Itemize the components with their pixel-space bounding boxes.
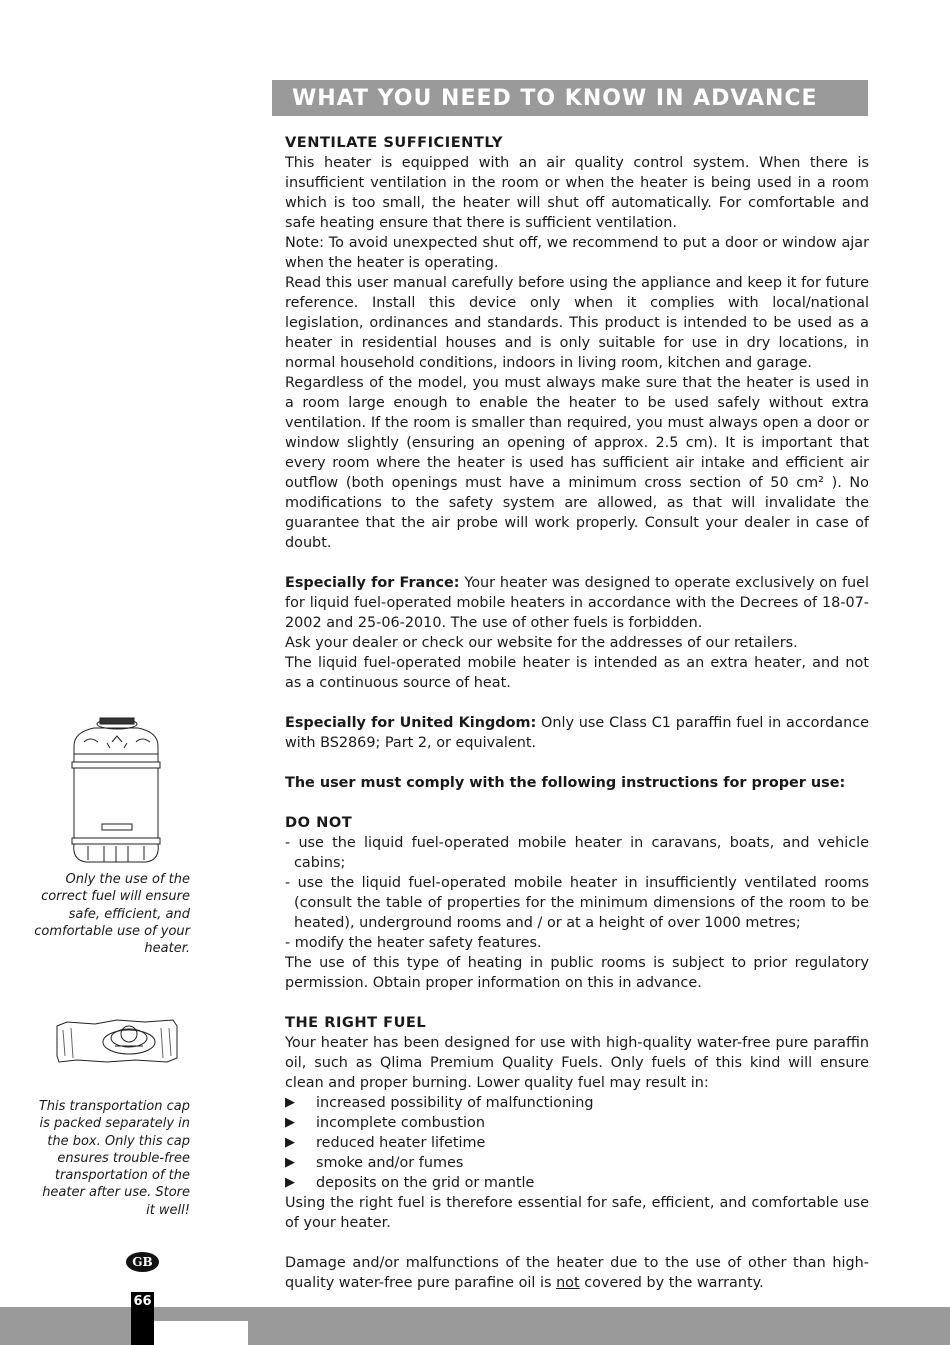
uk-paragraph — [285, 713, 869, 753]
list-item: ▶ incomplete combustion — [285, 1115, 485, 1131]
transport-cap-icon — [55, 1016, 180, 1066]
ventilate-note: Note: To avoid unexpected shut off, we recommend to put a door or window ajar when the heater is operating. — [285, 235, 869, 271]
main-content — [285, 133, 869, 1333]
list-item: ▶ deposits on the grid or mantle — [285, 1175, 535, 1191]
instructions-intro: The user must comply with the following instructions for proper use: — [285, 775, 846, 791]
list-item: ▶ smoke and/or fumes — [285, 1155, 464, 1171]
public-rooms-paragraph: The use of this type of heating in public rooms is subject to prior regulatory permission. Obtain proper information on this in advance. — [285, 955, 869, 991]
france-label: Especially for France: — [285, 575, 460, 591]
page-number: 66 — [133, 1294, 152, 1309]
list-item: ▶ increased possibility of malfunctioning — [285, 1095, 594, 1111]
france-text: Your heater was designed to operate exclusively on fuel for liquid fuel-operated mobile heaters in accordance with the Decrees of 18-07-2002 and 25-06-2010. The use of other fuels is forbidden. — [285, 575, 869, 631]
ventilate-paragraph-3: Read this user manual carefully before using the appliance and keep it for future reference. Install this device only when it complies with local/national legislation, ordinances and standards. This product is intended to be used as a heater in residential houses and is only suitable for use in dry locations, in normal household conditions, indoors in living room, kitchen and garage. — [285, 275, 869, 371]
do-not-heading: DO NOT — [285, 814, 353, 831]
ventilate-paragraph-1: This heater is equipped with an air quality control system. When there is insufficient ventilation in the room or when the heater is being used in a room which is too small, the heater will shut off automatically. For comfortable and safe heating ensure that there is sufficient ventilation. — [285, 155, 869, 231]
bullet-arrow-icon: ▶ — [285, 1175, 295, 1190]
ventilate-heading: VENTILATE SUFFICIENTLY — [285, 134, 503, 151]
section-header-bar — [272, 80, 868, 116]
do-not-item: - use the liquid fuel-operated mobile heater in caravans, boats, and vehicle cabins; — [285, 835, 869, 871]
do-not-item: - use the liquid fuel-operated mobile heater in insufficiently ventilated rooms (consult the table of properties for the minimum dimensions of the room to be heated), underground rooms and / or at a height of over 1000 metres; — [285, 875, 869, 931]
uk-text: Only use Class C1 paraffin fuel in accordance with BS2869; Part 2, or equivalent. — [285, 715, 869, 751]
fuel-risk-list — [285, 1093, 869, 1193]
footer-white-block — [154, 1321, 248, 1345]
list-item: ▶ reduced heater lifetime — [285, 1135, 486, 1151]
bullet-arrow-icon: ▶ — [285, 1155, 295, 1170]
warranty-paragraph: Damage and/or malfunctions of the heater due to the use of other than high-quality water-free pure parafine oil is not covered by the warranty. — [285, 1255, 869, 1291]
bullet-arrow-icon: ▶ — [285, 1135, 295, 1150]
france-extra-heater: The liquid fuel-operated mobile heater is intended as an extra heater, and not as a continuous source of heat. — [285, 655, 869, 691]
right-fuel-heading: THE RIGHT FUEL — [285, 1014, 427, 1031]
france-retailers: Ask your dealer or check our website for the addresses of our retailers. — [285, 635, 798, 651]
do-not-item: - modify the heater safety features. — [285, 935, 542, 951]
france-paragraph — [285, 573, 869, 633]
ventilate-paragraph-4: Regardless of the model, you must always make sure that the heater is used in a room large enough to enable the heater to be used safely without extra ventilation. If the room is smaller than required, you must always open a door or window slightly (ensuring an opening of approx. 2.5 cm). It is important that every room where the heater is used has sufficient air intake and efficient air outflow (both openings must have a minimum cross section of 50 cm² ). No modifications to the safety system are allowed, as that will invalidate the guarantee that the air probe will work properly. Consult your dealer in case of doubt. — [285, 375, 869, 551]
right-fuel-intro: Your heater has been designed for use with high-quality water-free pure paraffin oil, such as Qlima Premium Quality Fuels. Only fuels of this kind will ensure clean and proper burning. Lower quality fuel may result in: — [285, 1035, 869, 1091]
bullet-arrow-icon: ▶ — [285, 1115, 295, 1130]
page-title: WHAT YOU NEED TO KNOW IN ADVANCE — [292, 85, 818, 111]
right-fuel-conclusion: Using the right fuel is therefore essential for safe, efficient, and comfortable use of your heater. — [285, 1195, 869, 1231]
uk-label: Especially for United Kingdom: — [285, 715, 537, 731]
language-badge: GB — [126, 1252, 159, 1272]
warranty-not: not — [556, 1275, 580, 1291]
fuel-can-icon — [64, 714, 166, 866]
bullet-arrow-icon: ▶ — [285, 1095, 295, 1110]
fuel-caption: Only the use of the correct fuel will ensure safe, efficient, and comfortable use of your heater. — [34, 872, 190, 957]
cap-caption: This transportation cap is packed separately in the box. Only this cap ensures trouble-free transportation of the heater after use. Store it well! — [38, 1099, 190, 1218]
